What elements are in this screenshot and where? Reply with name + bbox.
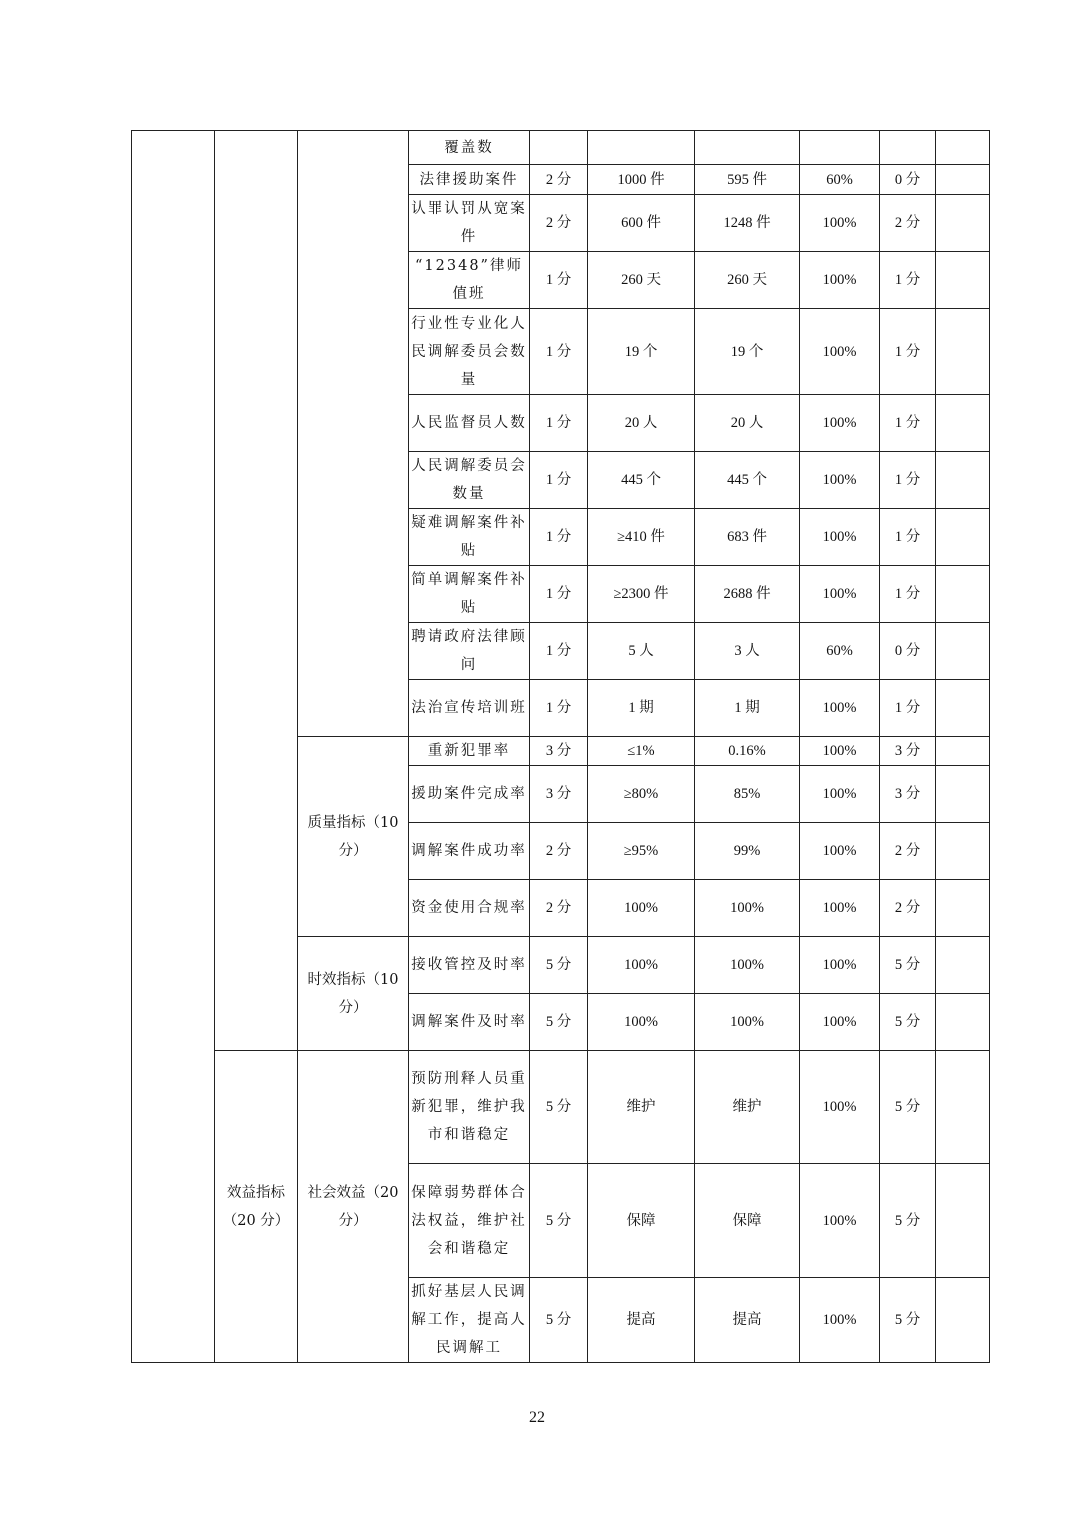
actual-cell: 1 期 (695, 680, 800, 737)
note-cell (936, 880, 990, 937)
note-cell (936, 1051, 990, 1164)
weight-cell: 2 分 (530, 195, 588, 252)
note-cell (936, 680, 990, 737)
indicator-name: 人民调解委员会数量 (409, 452, 530, 509)
indicator-name: 预防刑释人员重新犯罪，维护我市和谐稳定 (409, 1051, 530, 1164)
rate-cell: 100% (800, 766, 880, 823)
rate-cell: 100% (800, 994, 880, 1051)
rate-cell: 100% (800, 880, 880, 937)
indicator-name: 法治宣传培训班 (409, 680, 530, 737)
actual-cell: 提高 (695, 1278, 800, 1363)
note-cell (936, 309, 990, 395)
target-cell: 1000 件 (588, 165, 695, 195)
indicator-name: 法律援助案件 (409, 165, 530, 195)
note-cell (936, 509, 990, 566)
actual-cell (695, 131, 800, 165)
actual-cell: 100% (695, 880, 800, 937)
target-cell: 100% (588, 994, 695, 1051)
rate-cell: 100% (800, 566, 880, 623)
level3-cell-empty (298, 131, 409, 737)
note-cell (936, 623, 990, 680)
note-cell (936, 1278, 990, 1363)
actual-cell: 2688 件 (695, 566, 800, 623)
score-cell: 5 分 (880, 994, 936, 1051)
note-cell (936, 395, 990, 452)
level1-cell-empty (132, 131, 215, 1363)
actual-cell: 3 人 (695, 623, 800, 680)
table-row (132, 131, 990, 165)
note-cell (936, 195, 990, 252)
target-cell: 100% (588, 937, 695, 994)
weight-cell: 5 分 (530, 1164, 588, 1278)
target-cell: ≤1% (588, 737, 695, 766)
indicator-name: 覆盖数 (409, 131, 530, 165)
actual-cell: 1248 件 (695, 195, 800, 252)
note-cell (936, 252, 990, 309)
actual-cell: 保障 (695, 1164, 800, 1278)
performance-table (131, 130, 990, 1363)
rate-cell: 100% (800, 395, 880, 452)
weight-cell: 2 分 (530, 165, 588, 195)
target-cell: 445 个 (588, 452, 695, 509)
actual-cell: 595 件 (695, 165, 800, 195)
timeliness-group-label: 时效指标（10 分） (298, 937, 409, 1051)
rate-cell: 100% (800, 737, 880, 766)
rate-cell: 60% (800, 165, 880, 195)
score-cell: 1 分 (880, 395, 936, 452)
weight-cell: 1 分 (530, 252, 588, 309)
score-cell: 2 分 (880, 880, 936, 937)
table-row (132, 1051, 990, 1164)
note-cell (936, 994, 990, 1051)
level2-cell-empty (215, 131, 298, 1051)
rate-cell: 100% (800, 937, 880, 994)
rate-cell: 100% (800, 680, 880, 737)
target-cell: ≥410 件 (588, 509, 695, 566)
indicator-name: 简单调解案件补贴 (409, 566, 530, 623)
target-cell: 提高 (588, 1278, 695, 1363)
score-cell: 1 分 (880, 509, 936, 566)
indicator-name: 疑难调解案件补贴 (409, 509, 530, 566)
target-cell: 1 期 (588, 680, 695, 737)
indicator-name: 保障弱势群体合法权益，维护社会和谐稳定 (409, 1164, 530, 1278)
score-cell: 0 分 (880, 623, 936, 680)
weight-cell: 1 分 (530, 566, 588, 623)
score-cell: 0 分 (880, 165, 936, 195)
actual-cell: 维护 (695, 1051, 800, 1164)
note-cell (936, 766, 990, 823)
rate-cell: 100% (800, 195, 880, 252)
page-number: 22 (529, 1409, 545, 1426)
actual-cell: 99% (695, 823, 800, 880)
note-cell (936, 1164, 990, 1278)
actual-cell: 100% (695, 994, 800, 1051)
rate-cell: 100% (800, 1278, 880, 1363)
target-cell: 260 天 (588, 252, 695, 309)
quality-group-label: 质量指标（10 分） (298, 737, 409, 937)
note-cell (936, 737, 990, 766)
note-cell (936, 566, 990, 623)
indicator-name: 重新犯罪率 (409, 737, 530, 766)
score-cell: 5 分 (880, 1164, 936, 1278)
indicator-name: 接收管控及时率 (409, 937, 530, 994)
actual-cell: 19 个 (695, 309, 800, 395)
score-cell: 1 分 (880, 680, 936, 737)
score-cell: 3 分 (880, 737, 936, 766)
weight-cell: 1 分 (530, 395, 588, 452)
rate-cell: 100% (800, 1051, 880, 1164)
indicator-name: 聘请政府法律顾问 (409, 623, 530, 680)
score-cell: 1 分 (880, 252, 936, 309)
score-cell: 1 分 (880, 566, 936, 623)
target-cell: 100% (588, 880, 695, 937)
score-cell: 2 分 (880, 823, 936, 880)
weight-cell: 5 分 (530, 1051, 588, 1164)
note-cell (936, 823, 990, 880)
actual-cell: 20 人 (695, 395, 800, 452)
target-cell (588, 131, 695, 165)
benefit-group-label: 效益指标（20 分） (215, 1051, 298, 1363)
target-cell: 20 人 (588, 395, 695, 452)
weight-cell: 3 分 (530, 766, 588, 823)
weight-cell: 5 分 (530, 1278, 588, 1363)
weight-cell: 2 分 (530, 823, 588, 880)
rate-cell: 100% (800, 509, 880, 566)
weight-cell: 2 分 (530, 880, 588, 937)
weight-cell: 1 分 (530, 452, 588, 509)
target-cell: 5 人 (588, 623, 695, 680)
actual-cell: 445 个 (695, 452, 800, 509)
indicator-name: 调解案件成功率 (409, 823, 530, 880)
note-cell (936, 165, 990, 195)
score-cell: 1 分 (880, 309, 936, 395)
indicator-name: 行业性专业化人民调解委员会数量 (409, 309, 530, 395)
social-benefit-group-label: 社会效益（20 分） (298, 1051, 409, 1363)
note-cell (936, 452, 990, 509)
score-cell: 3 分 (880, 766, 936, 823)
rate-cell: 100% (800, 252, 880, 309)
score-cell: 5 分 (880, 937, 936, 994)
target-cell: 保障 (588, 1164, 695, 1278)
indicator-name: “12348”律师值班 (409, 252, 530, 309)
target-cell: ≥95% (588, 823, 695, 880)
indicator-name: 抓好基层人民调解工作，提高人民调解工 (409, 1278, 530, 1363)
rate-cell: 100% (800, 1164, 880, 1278)
actual-cell: 100% (695, 937, 800, 994)
actual-cell: 683 件 (695, 509, 800, 566)
target-cell: 维护 (588, 1051, 695, 1164)
weight-cell: 1 分 (530, 680, 588, 737)
target-cell: 600 件 (588, 195, 695, 252)
indicator-name: 资金使用合规率 (409, 880, 530, 937)
target-cell: ≥2300 件 (588, 566, 695, 623)
rate-cell: 60% (800, 623, 880, 680)
indicator-name: 人民监督员人数 (409, 395, 530, 452)
rate-cell: 100% (800, 309, 880, 395)
note-cell (936, 131, 990, 165)
score-cell: 2 分 (880, 195, 936, 252)
weight-cell: 1 分 (530, 309, 588, 395)
indicator-name: 援助案件完成率 (409, 766, 530, 823)
target-cell: 19 个 (588, 309, 695, 395)
actual-cell: 0.16% (695, 737, 800, 766)
weight-cell: 1 分 (530, 509, 588, 566)
note-cell (936, 937, 990, 994)
score-cell (880, 131, 936, 165)
weight-cell: 5 分 (530, 994, 588, 1051)
score-cell: 5 分 (880, 1278, 936, 1363)
rate-cell: 100% (800, 452, 880, 509)
indicator-name: 调解案件及时率 (409, 994, 530, 1051)
rate-cell (800, 131, 880, 165)
weight-cell: 3 分 (530, 737, 588, 766)
target-cell: ≥80% (588, 766, 695, 823)
score-cell: 5 分 (880, 1051, 936, 1164)
rate-cell: 100% (800, 823, 880, 880)
weight-cell: 1 分 (530, 623, 588, 680)
indicator-name: 认罪认罚从宽案件 (409, 195, 530, 252)
weight-cell: 5 分 (530, 937, 588, 994)
weight-cell (530, 131, 588, 165)
score-cell: 1 分 (880, 452, 936, 509)
actual-cell: 85% (695, 766, 800, 823)
actual-cell: 260 天 (695, 252, 800, 309)
